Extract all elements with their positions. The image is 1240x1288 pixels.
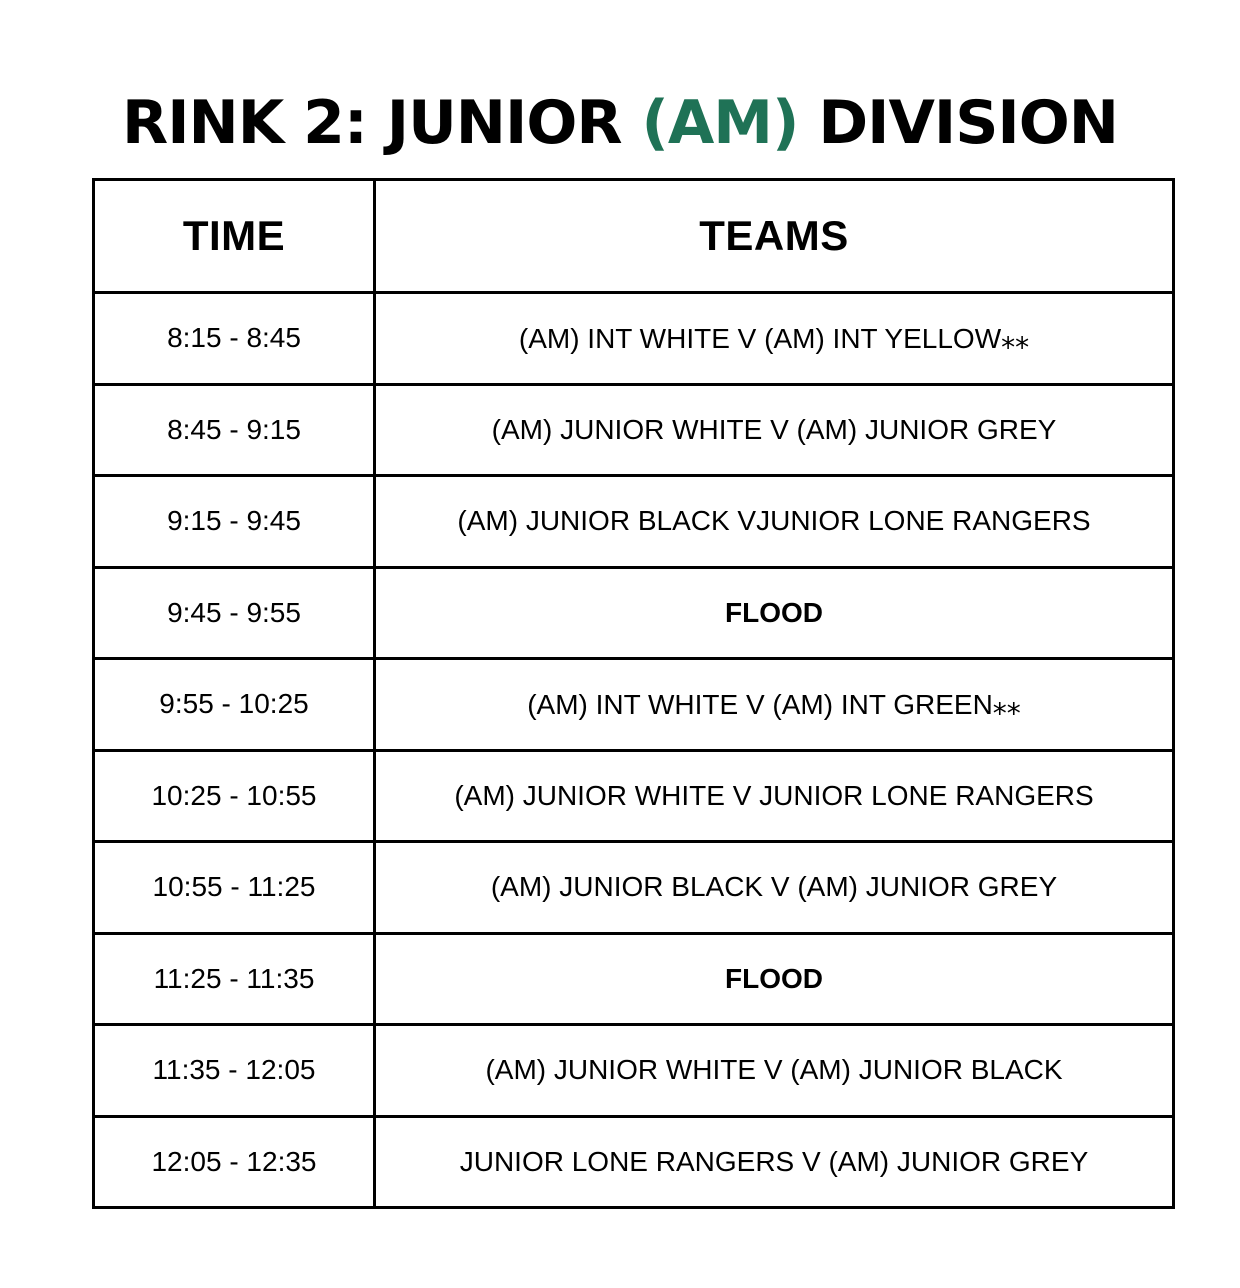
flood-cell: FLOOD bbox=[375, 567, 1174, 659]
table-row-flood bbox=[94, 567, 1174, 659]
table-row bbox=[94, 659, 1174, 751]
teams-cell: (AM) JUNIOR WHITE V (AM) JUNIOR GREY bbox=[375, 384, 1174, 476]
time-cell: 9:45 - 9:55 bbox=[94, 567, 375, 659]
title-accent: (AM) bbox=[641, 88, 799, 159]
table-row bbox=[94, 842, 1174, 934]
teams-column-header: TEAMS bbox=[375, 180, 1174, 293]
table-row bbox=[94, 293, 1174, 385]
table-row bbox=[94, 1116, 1174, 1208]
teams-cell: (AM) INT WHITE V (AM) INT GREEN⁎⁎ bbox=[375, 659, 1174, 751]
title-part-1: RINK 2: JUNIOR bbox=[122, 88, 642, 159]
flood-cell: FLOOD bbox=[375, 933, 1174, 1025]
time-cell: 10:55 - 11:25 bbox=[94, 842, 375, 934]
time-cell: 11:35 - 12:05 bbox=[94, 1025, 375, 1117]
time-cell: 12:05 - 12:35 bbox=[94, 1116, 375, 1208]
teams-cell: (AM) INT WHITE V (AM) INT YELLOW⁎⁎ bbox=[375, 293, 1174, 385]
table-row bbox=[94, 750, 1174, 842]
table-row-flood bbox=[94, 933, 1174, 1025]
page-title bbox=[0, 80, 1240, 166]
time-cell: 10:25 - 10:55 bbox=[94, 750, 375, 842]
time-cell: 9:55 - 10:25 bbox=[94, 659, 375, 751]
time-cell: 8:15 - 8:45 bbox=[94, 293, 375, 385]
teams-cell: (AM) JUNIOR BLACK V (AM) JUNIOR GREY bbox=[375, 842, 1174, 934]
time-cell: 9:15 - 9:45 bbox=[94, 476, 375, 568]
title-part-2: DIVISION bbox=[798, 88, 1118, 159]
teams-cell: (AM) JUNIOR WHITE V (AM) JUNIOR BLACK bbox=[375, 1025, 1174, 1117]
time-cell: 8:45 - 9:15 bbox=[94, 384, 375, 476]
time-cell: 11:25 - 11:35 bbox=[94, 933, 375, 1025]
teams-cell: (AM) JUNIOR BLACK VJUNIOR LONE RANGERS bbox=[375, 476, 1174, 568]
table-row bbox=[94, 476, 1174, 568]
schedule-table bbox=[92, 178, 1175, 1209]
table-row bbox=[94, 384, 1174, 476]
table-row bbox=[94, 1025, 1174, 1117]
time-column-header: TIME bbox=[94, 180, 375, 293]
header-row bbox=[94, 180, 1174, 293]
teams-cell: (AM) JUNIOR WHITE V JUNIOR LONE RANGERS bbox=[375, 750, 1174, 842]
teams-cell: JUNIOR LONE RANGERS V (AM) JUNIOR GREY bbox=[375, 1116, 1174, 1208]
